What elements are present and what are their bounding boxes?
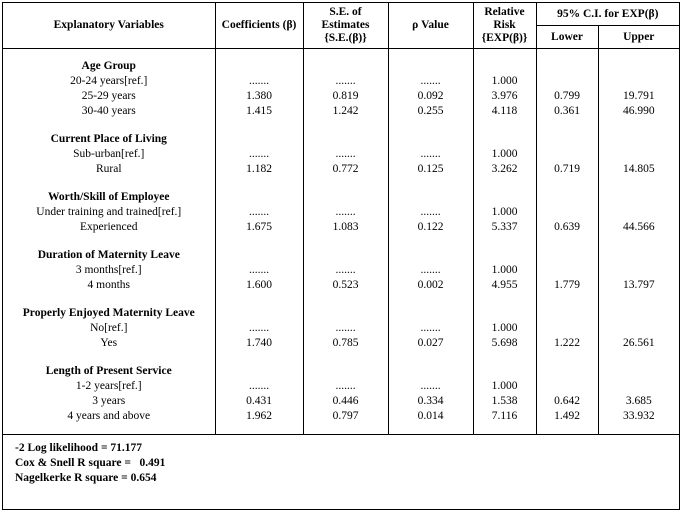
variable-label: 30-40 years <box>3 104 215 119</box>
header-explanatory: Explanatory Variables <box>3 3 215 49</box>
p-value: ....... <box>388 379 473 394</box>
empty-cell <box>388 132 473 147</box>
ci-lower: 0.719 <box>536 162 598 177</box>
empty-cell <box>598 306 679 321</box>
empty-cell <box>598 190 679 205</box>
spacer-cell <box>3 235 215 248</box>
empty-cell <box>303 364 388 379</box>
empty-cell <box>215 364 303 379</box>
header-se: S.E. of Estimates {S.E.(β)} <box>303 3 388 49</box>
empty-cell <box>473 306 536 321</box>
empty-cell <box>303 132 388 147</box>
coefficient: 1.962 <box>215 409 303 424</box>
ci-upper <box>598 205 679 220</box>
ci-upper: 33.932 <box>622 410 655 422</box>
standard-error: 0.772 <box>303 162 388 177</box>
empty-cell <box>536 190 598 205</box>
p-value: 0.092 <box>388 89 473 104</box>
variable-label: 3 years <box>3 394 215 409</box>
relative-risk: 4.118 <box>473 104 536 119</box>
table-row <box>3 321 679 336</box>
variable-label: 4 years and above <box>3 409 215 424</box>
coefficient: ....... <box>215 74 303 89</box>
ci-lower: 0.642 <box>536 394 598 409</box>
spacer-row <box>3 424 679 435</box>
spacer-cell <box>536 119 598 132</box>
coefficient: ....... <box>215 379 303 394</box>
p-value: 0.125 <box>388 162 473 177</box>
spacer-cell <box>215 49 303 60</box>
p-value: ....... <box>388 263 473 278</box>
table-row <box>3 162 679 177</box>
empty-cell <box>536 132 598 147</box>
group-title: Properly Enjoyed Maternity Leave <box>3 306 215 321</box>
header-ci-lower: Lower <box>536 26 598 49</box>
spacer-row <box>3 351 679 364</box>
group-title-row <box>3 364 679 379</box>
table-row <box>3 205 679 220</box>
group-title: Age Group <box>3 59 215 74</box>
spacer-cell <box>3 49 215 60</box>
nagelkerke-r-square: Nagelkerke R square = 0.654 <box>15 472 157 484</box>
empty-cell <box>536 248 598 263</box>
relative-risk: 4.955 <box>473 278 536 293</box>
table-row <box>3 104 679 119</box>
relative-risk: 1.000 <box>473 321 536 336</box>
ci-upper: 14.805 <box>622 163 655 175</box>
spacer-cell <box>215 293 303 306</box>
empty-cell <box>388 59 473 74</box>
relative-risk: 1.000 <box>473 263 536 278</box>
ci-upper: 26.561 <box>622 337 655 349</box>
relative-risk: 7.116 <box>473 409 536 424</box>
ci-lower: 0.799 <box>536 89 598 104</box>
empty-cell <box>473 364 536 379</box>
standard-error: 0.523 <box>303 278 388 293</box>
standard-error: ....... <box>303 74 388 89</box>
standard-error: ....... <box>303 379 388 394</box>
model-fit-summary <box>3 435 679 486</box>
spacer-cell <box>3 351 215 364</box>
spacer-cell <box>536 293 598 306</box>
empty-cell <box>215 132 303 147</box>
regression-table <box>3 3 679 435</box>
variable-label: 4 months <box>3 278 215 293</box>
group-title: Duration of Maternity Leave <box>3 248 215 263</box>
spacer-cell <box>598 235 679 248</box>
ci-upper: 44.566 <box>622 221 655 233</box>
spacer-row <box>3 119 679 132</box>
cox-snell-r-square: Cox & Snell R square = 0.491 <box>15 457 166 469</box>
ci-upper: 3.685 <box>625 395 652 407</box>
empty-cell <box>215 306 303 321</box>
spacer-row <box>3 177 679 190</box>
empty-cell <box>388 306 473 321</box>
empty-cell <box>388 364 473 379</box>
empty-cell <box>303 59 388 74</box>
spacer-cell <box>303 49 388 60</box>
table-header <box>3 3 679 49</box>
ci-upper <box>598 379 679 394</box>
empty-cell <box>536 59 598 74</box>
spacer-cell <box>598 119 679 132</box>
ci-lower: 1.492 <box>536 409 598 424</box>
table-row <box>3 74 679 89</box>
empty-cell <box>536 364 598 379</box>
p-value: 0.027 <box>388 336 473 351</box>
ci-upper: 13.797 <box>622 279 655 291</box>
spacer-cell <box>536 424 598 435</box>
spacer-cell <box>473 293 536 306</box>
spacer-cell <box>388 119 473 132</box>
spacer-cell <box>388 177 473 190</box>
variable-label: 1-2 years[ref.] <box>3 379 215 394</box>
ci-lower <box>536 205 598 220</box>
empty-cell <box>388 190 473 205</box>
empty-cell <box>215 59 303 74</box>
p-value: ....... <box>388 74 473 89</box>
p-value: 0.014 <box>388 409 473 424</box>
p-value: 0.334 <box>388 394 473 409</box>
ci-upper <box>598 147 679 162</box>
variable-label: 25-29 years <box>3 89 215 104</box>
standard-error: 0.446 <box>303 394 388 409</box>
ci-lower: 0.361 <box>536 104 598 119</box>
relative-risk: 1.000 <box>473 147 536 162</box>
empty-cell <box>303 190 388 205</box>
ci-lower <box>536 74 598 89</box>
spacer-cell <box>473 177 536 190</box>
ci-lower: 1.779 <box>536 278 598 293</box>
empty-cell <box>598 59 679 74</box>
spacer-cell <box>3 293 215 306</box>
spacer-cell <box>303 424 388 435</box>
standard-error: 1.083 <box>303 220 388 235</box>
table-row <box>3 379 679 394</box>
header-p-value: ρ Value <box>388 3 473 49</box>
p-value: ....... <box>388 321 473 336</box>
relative-risk: 1.000 <box>473 74 536 89</box>
empty-cell <box>303 306 388 321</box>
standard-error: 0.797 <box>303 409 388 424</box>
table-row <box>3 278 679 293</box>
spacer-cell <box>473 351 536 364</box>
variable-label: Sub-urban[ref.] <box>3 147 215 162</box>
table-row <box>3 89 679 104</box>
header-relative-risk: Relative Risk {EXP(β)} <box>473 3 536 49</box>
coefficient: 1.740 <box>215 336 303 351</box>
regression-table-frame <box>2 2 680 510</box>
coefficient: ....... <box>215 147 303 162</box>
p-value: ....... <box>388 205 473 220</box>
ci-upper <box>598 74 679 89</box>
variable-label: Rural <box>3 162 215 177</box>
variable-label: Under training and trained[ref.] <box>3 205 215 220</box>
empty-cell <box>598 248 679 263</box>
coefficient: 1.415 <box>215 104 303 119</box>
spacer-row <box>3 293 679 306</box>
spacer-cell <box>598 177 679 190</box>
p-value: ....... <box>388 147 473 162</box>
spacer-cell <box>303 235 388 248</box>
spacer-cell <box>303 119 388 132</box>
group-title-row <box>3 132 679 147</box>
empty-cell <box>215 190 303 205</box>
spacer-cell <box>388 49 473 60</box>
spacer-cell <box>473 235 536 248</box>
standard-error: 0.785 <box>303 336 388 351</box>
standard-error: ....... <box>303 205 388 220</box>
spacer-cell <box>388 424 473 435</box>
spacer-cell <box>598 424 679 435</box>
spacer-cell <box>536 177 598 190</box>
relative-risk: 5.698 <box>473 336 536 351</box>
header-ci-upper: Upper <box>598 26 679 49</box>
header-coefficients: Coefficients (β) <box>215 3 303 49</box>
header-ci: 95% C.I. for EXP(β) <box>536 3 679 26</box>
spacer-cell <box>388 293 473 306</box>
relative-risk: 1.000 <box>473 379 536 394</box>
p-value: 0.255 <box>388 104 473 119</box>
coefficient: 1.182 <box>215 162 303 177</box>
empty-cell <box>598 132 679 147</box>
group-title: Worth/Skill of Employee <box>3 190 215 205</box>
variable-label: Yes <box>3 336 215 351</box>
relative-risk: 3.976 <box>473 89 536 104</box>
group-title-row <box>3 190 679 205</box>
spacer-cell <box>3 177 215 190</box>
table-row <box>3 394 679 409</box>
spacer-cell <box>598 351 679 364</box>
coefficient: ....... <box>215 205 303 220</box>
table-row <box>3 220 679 235</box>
spacer-cell <box>598 293 679 306</box>
spacer-cell <box>215 119 303 132</box>
group-title-row <box>3 248 679 263</box>
empty-cell <box>303 248 388 263</box>
spacer-cell <box>303 293 388 306</box>
spacer-cell <box>536 235 598 248</box>
group-title: Current Place of Living <box>3 132 215 147</box>
spacer-cell <box>473 49 536 60</box>
spacer-cell <box>388 351 473 364</box>
spacer-cell <box>536 49 598 60</box>
spacer-cell <box>388 235 473 248</box>
spacer-cell <box>215 177 303 190</box>
spacer-cell <box>215 424 303 435</box>
spacer-cell <box>215 235 303 248</box>
standard-error: ....... <box>303 321 388 336</box>
relative-risk: 1.000 <box>473 205 536 220</box>
ci-lower: 1.222 <box>536 336 598 351</box>
ci-upper <box>598 263 679 278</box>
ci-lower <box>536 321 598 336</box>
coefficient: 1.675 <box>215 220 303 235</box>
table-row <box>3 409 679 424</box>
variable-label: Experienced <box>3 220 215 235</box>
ci-upper: 46.990 <box>622 105 655 117</box>
relative-risk: 5.337 <box>473 220 536 235</box>
table-row <box>3 147 679 162</box>
empty-cell <box>598 364 679 379</box>
spacer-cell <box>473 424 536 435</box>
spacer-cell <box>303 351 388 364</box>
standard-error: 1.242 <box>303 104 388 119</box>
group-title: Length of Present Service <box>3 364 215 379</box>
spacer-cell <box>3 424 215 435</box>
relative-risk: 3.262 <box>473 162 536 177</box>
empty-cell <box>388 248 473 263</box>
standard-error: 0.819 <box>303 89 388 104</box>
variable-label: 20-24 years[ref.] <box>3 74 215 89</box>
table-row <box>3 336 679 351</box>
variable-label: 3 months[ref.] <box>3 263 215 278</box>
coefficient: 0.431 <box>215 394 303 409</box>
standard-error: ....... <box>303 263 388 278</box>
relative-risk: 1.538 <box>473 394 536 409</box>
ci-lower: 0.639 <box>536 220 598 235</box>
ci-lower <box>536 263 598 278</box>
group-title-row <box>3 59 679 74</box>
coefficient: ....... <box>215 321 303 336</box>
spacer-cell <box>473 119 536 132</box>
spacer-cell <box>598 49 679 60</box>
coefficient: 1.380 <box>215 89 303 104</box>
spacer-cell <box>215 351 303 364</box>
empty-cell <box>473 59 536 74</box>
table-row <box>3 263 679 278</box>
spacer-row <box>3 49 679 60</box>
table-body <box>3 49 679 435</box>
spacer-cell <box>536 351 598 364</box>
ci-lower <box>536 147 598 162</box>
spacer-row <box>3 235 679 248</box>
group-title-row <box>3 306 679 321</box>
empty-cell <box>473 248 536 263</box>
standard-error: ....... <box>303 147 388 162</box>
p-value: 0.122 <box>388 220 473 235</box>
variable-label: No[ref.] <box>3 321 215 336</box>
spacer-cell <box>3 119 215 132</box>
empty-cell <box>215 248 303 263</box>
empty-cell <box>536 306 598 321</box>
log-likelihood: -2 Log likelihood = 71.177 <box>15 442 142 454</box>
coefficient: 1.600 <box>215 278 303 293</box>
ci-lower <box>536 379 598 394</box>
spacer-cell <box>303 177 388 190</box>
ci-upper: 19.791 <box>622 90 655 102</box>
ci-upper <box>598 321 679 336</box>
p-value: 0.002 <box>388 278 473 293</box>
empty-cell <box>473 132 536 147</box>
empty-cell <box>473 190 536 205</box>
coefficient: ....... <box>215 263 303 278</box>
